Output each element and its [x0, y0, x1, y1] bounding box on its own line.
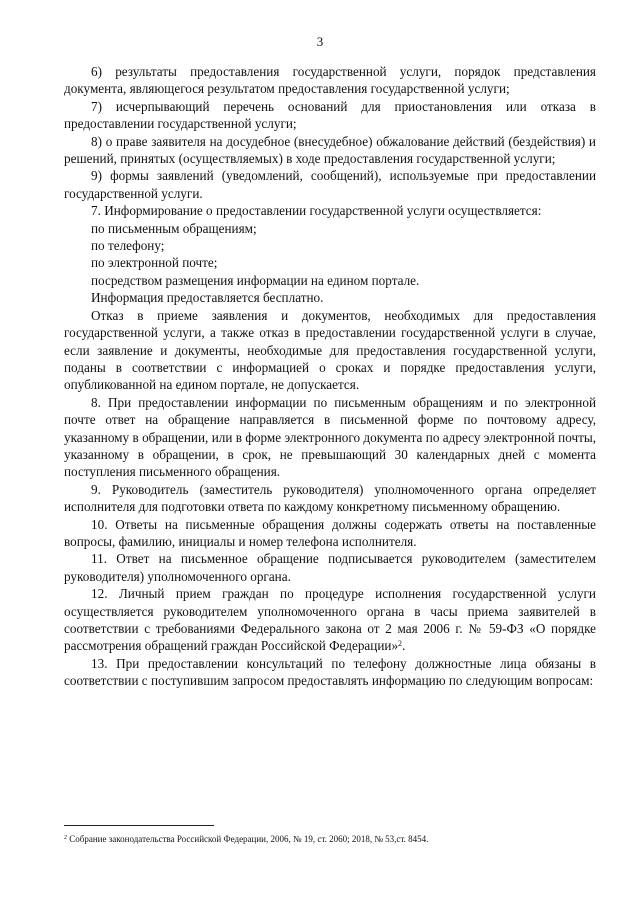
footnote-ref: 2: [398, 639, 403, 649]
paragraph-free-info: Информация предоставляется бесплатно.: [91, 290, 324, 306]
footnote-divider: [64, 825, 214, 826]
list-item-written: по письменным обращениям;: [91, 220, 257, 236]
paragraph-refusal: Отказ в приеме заявления и документов, необходимых для предоставления государственной услуги, а также отказ в предоставлении государственной услуги в случае, если заявление и документы, необходимые для предоставления государственной услуги, поданы в соответствии с информацией о сроках и порядке предоставления услуги, опубликованной на едином портале, не допускается.: [64, 307, 596, 393]
paragraph-item-9: 9) формы заявлений (уведомлений, сообщений), используемые при предоставлении государственной услуги.: [64, 168, 596, 201]
footnote: [64, 834, 604, 845]
footnote-text: Собрание законодательства Российской Федерации, 2006, № 19, ст. 2060; 2018, № 53,ст. 8454.: [67, 834, 429, 844]
paragraph-item-6: 6) результаты предоставления государственной услуги, порядок представления документа, являющегося результатом предоставления государственной услуги;: [64, 64, 596, 97]
paragraph-clause-12: [64, 585, 596, 655]
list-item-portal: посредством размещения информации на едином портале.: [91, 272, 420, 288]
list-item-email: по электронной почте;: [91, 255, 218, 271]
paragraph-item-7: 7) исчерпывающий перечень оснований для приостановления или отказа в предоставлении государственной услуги;: [64, 98, 596, 132]
page-number: 3: [316, 34, 324, 49]
clause-12-text: 12. Личный прием граждан по процедуре исполнения государственной услуги осуществляется руководителем уполномоченного органа в часы приема заявителей в соответствии с требованиями Федерального закона от 2 мая 2006 г. № 59-ФЗ «О порядке рассмотрения обращений граждан Российской Федерации»: [64, 586, 596, 654]
list-item-phone: по телефону;: [91, 238, 165, 254]
paragraph-clause-10: 10. Ответы на письменные обращения должны содержать ответы на поставленные вопросы, фамилию, инициалы и номер телефона исполнителя.: [64, 516, 596, 549]
paragraph-clause-8: 8. При предоставлении информации по письменным обращениям и по электронной почте ответ на обращение направляется в письменной форме по почтовому адресу, указанному в обращении, или в форме электронного документа по адресу электронной почты, указанному в обращении, в срок, не превышающий 30 календарных дней с момента поступления письменного обращения.: [64, 394, 596, 480]
document-body: [64, 63, 596, 690]
paragraph-clause-7: 7. Информирование о предоставлении государственной услуги осуществляется:: [91, 203, 542, 219]
paragraph-clause-11: 11. Ответ на письменное обращение подписывается руководителем (заместителем руководителя) уполномоченного органа.: [64, 551, 596, 584]
paragraph-item-8: 8) о праве заявителя на досудебное (внесудебное) обжалование действий (бездействия) и решений, принятых (осуществляемых) в ходе предоставления государственной услуги;: [64, 133, 596, 167]
paragraph-clause-9: 9. Руководитель (заместитель руководителя) уполномоченного органа определяет исполнителя для подготовки ответа по каждому конкретному письменному обращению.: [64, 481, 596, 515]
clause-12-end: .: [402, 638, 406, 654]
paragraph-clause-13: 13. При предоставлении консультаций по телефону должностные лица обязаны в соответствии с поступившим запросом предоставлять информацию по следующим вопросам:: [64, 655, 596, 689]
footnote-marker: 2: [64, 835, 67, 841]
